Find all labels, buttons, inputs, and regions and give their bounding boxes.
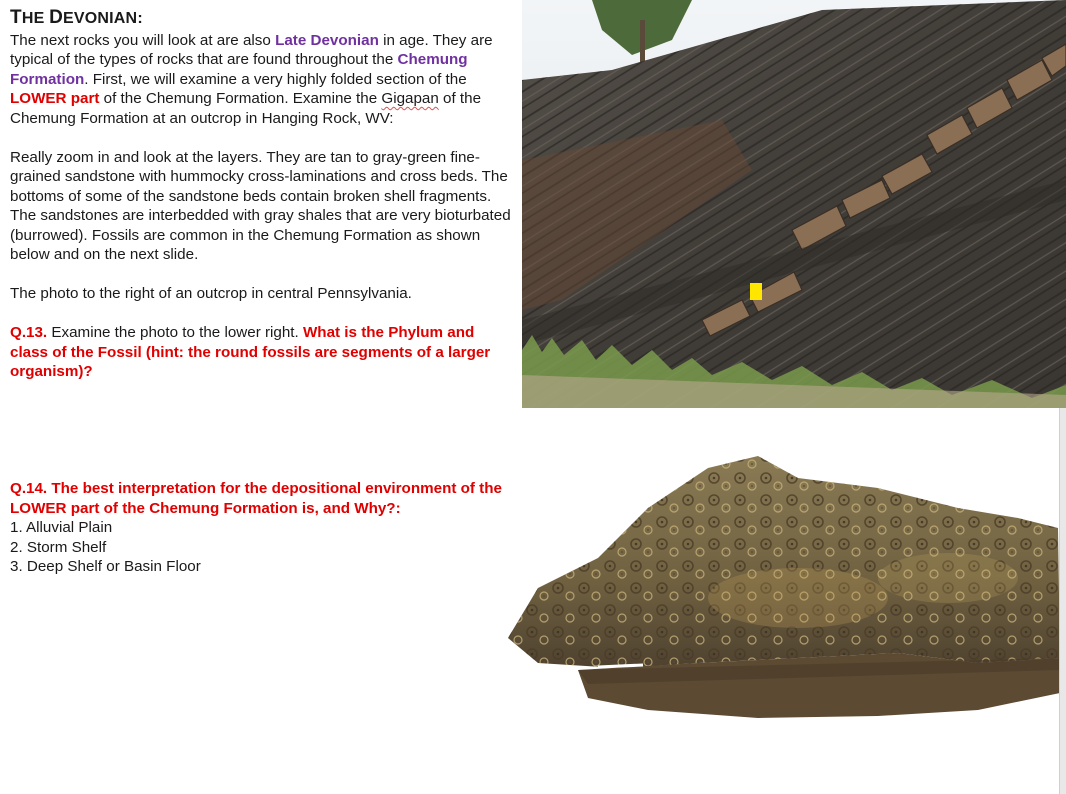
text-column bbox=[10, 8, 515, 577]
photo-note: The photo to the right of an outcrop in central Pennsylvania. bbox=[10, 285, 412, 302]
intro-paragraph: The next rocks you will look at are also Late Devonian in age. They are typical of the types of rocks that are found throughout the Chemung Formation. First, we will examine a very highly folded section of the LOWER part of the Chemung Formation. Examine the Gigapan of the Chemung Formation at an outcrop in Hanging Rock, WV: bbox=[10, 31, 493, 127]
question-14: Q.14. The best interpretation for the depositional environment of the LOWER part of the Chemung Formation is, and Why?: bbox=[10, 480, 502, 517]
gigapan-link[interactable]: Gigapan bbox=[381, 90, 439, 107]
option-storm-shelf: 2. Storm Shelf bbox=[10, 538, 107, 556]
answer-options bbox=[10, 518, 515, 577]
option-deep-shelf: 3. Deep Shelf or Basin Floor bbox=[10, 558, 201, 575]
chemung-formation-term: Chemung Formation bbox=[10, 51, 468, 88]
late-devonian-term: Late Devonian bbox=[275, 31, 379, 49]
page-title: THE DEVONIAN: bbox=[10, 7, 143, 28]
option-alluvial-plain: 1. Alluvial Plain bbox=[10, 519, 113, 536]
question-13: Q.13. Examine the photo to the lower right. What is the Phylum and class of the Fossil (hint: the round fossils are segments of a larger organism)? bbox=[10, 324, 491, 380]
description-paragraph: Really zoom in and look at the layers. They are tan to gray-green fine-grained sandstone with hummocky cross-laminations and cross beds. The bottoms of some of the sandstone beds contain broken shell fragments. The sandstones are interbedded with gray shales that are very bioturbated (burrowed). Fossils are common in the Chemung Formation as shown below and on the next slide. bbox=[10, 148, 511, 263]
crinoid-fossil-photo bbox=[498, 448, 1060, 728]
lower-part-term: LOWER part bbox=[10, 90, 100, 107]
vertical-scrollbar[interactable] bbox=[1059, 408, 1066, 794]
outcrop-photo bbox=[522, 0, 1066, 408]
